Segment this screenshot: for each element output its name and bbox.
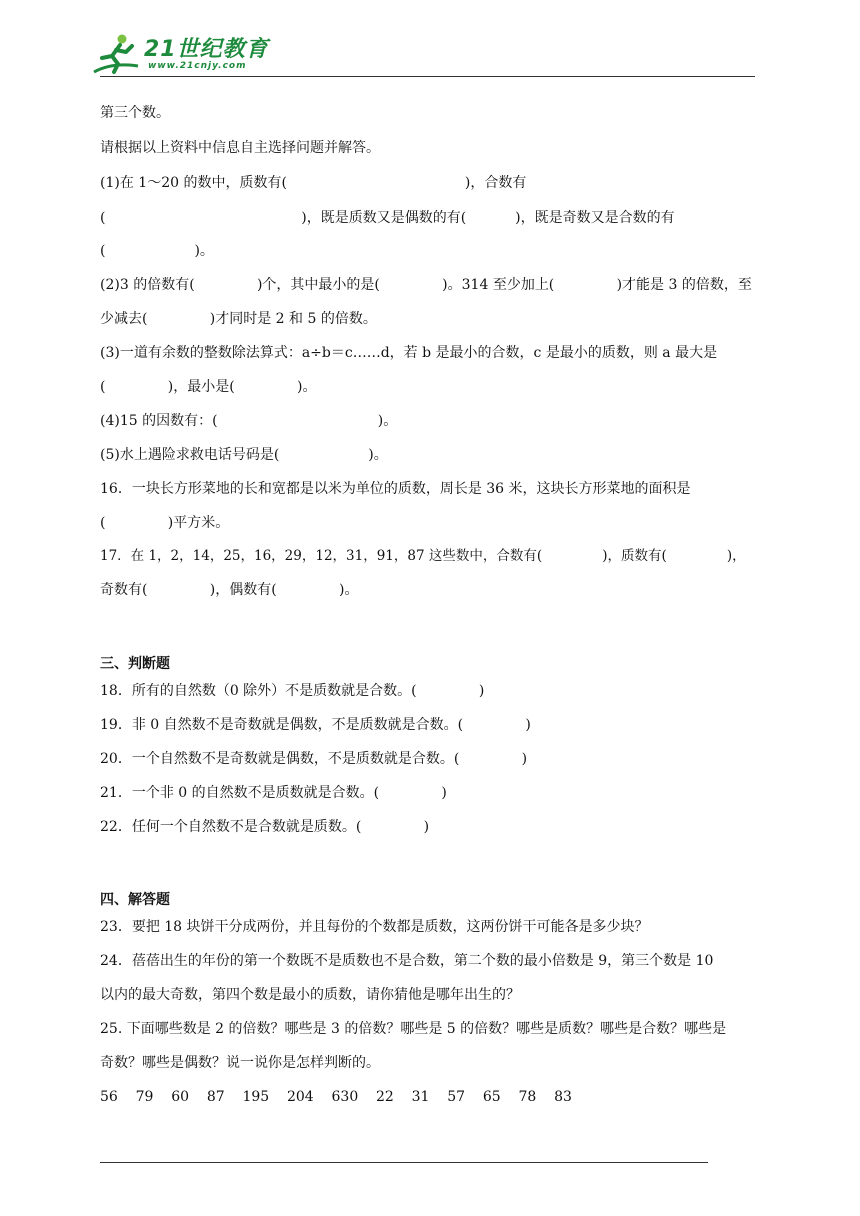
question-18-line: 18．所有的自然数（0 除外）不是质数就是合数。( ) [100,683,485,699]
question-15-2-line: (2)3 的倍数有( )个，其中最小的是( )。314 至少加上( )才能是 3 的倍数，至 [100,277,752,293]
header-divider [100,76,755,77]
question-17-line: 奇数有( )，偶数有( )。 [100,582,359,598]
question-15-1-line: ( )，既是质数又是偶数的有( )，既是奇数又是合数的有 [100,210,675,226]
section-heading-judgement: 三、判断题 [100,656,170,672]
question-15-3-line: ( )，最小是( )。 [100,379,317,395]
question-24-line: 以内的最大奇数，第四个数是最小的质数，请你猜他是哪年出生的？ [100,987,520,1003]
logo-url: www.21cnjy.com [148,61,247,71]
question-15-5-line: (5)水上遇险求救电话号码是( )。 [100,447,388,463]
question-23-line: 23．要把 18 块饼干分成两份，并且每份的个数都是质数，这两份饼干可能各是多少块？ [100,919,649,935]
question-19-line: 19．非 0 自然数不是奇数就是偶数，不是质数就是合数。( ) [100,717,531,733]
footer-divider [100,1162,708,1163]
question-21-line: 21．一个非 0 的自然数不是质数就是合数。( ) [100,785,447,801]
text-line: 请根据以上资料中信息自主选择问题并解答。 [100,140,380,156]
question-15-1-line: ( )。 [100,243,214,259]
section-heading-answers: 四、解答题 [100,892,170,908]
number-list: 56 79 60 87 195 204 630 22 31 57 65 78 83 [100,1089,572,1105]
question-22-line: 22．任何一个自然数不是合数就是质数。( ) [100,819,430,835]
question-15-1-line: (1)在 1～20 的数中，质数有( )，合数有 [100,175,527,191]
runner-logo-icon [92,32,140,76]
page-header [0,0,860,80]
logo-title: 21世纪教育 [144,37,269,62]
question-20-line: 20．一个自然数不是奇数就是偶数，不是质数就是合数。( ) [100,751,528,767]
question-25-line: 奇数？哪些是偶数？说一说你是怎样判断的。 [100,1055,380,1071]
question-15-3-line: (3)一道有余数的整数除法算式：a÷b＝c……d，若 b 是最小的合数，c 是最小的质数，则 a 最大是 [100,345,718,361]
logo [92,32,269,78]
question-15-2-line: 少减去( )才同时是 2 和 5 的倍数。 [100,311,377,327]
question-16-line: ( )平方米。 [100,515,230,531]
text-line: 第三个数。 [100,105,170,121]
question-17-line: 17．在 1，2，14，25，16，29，12，31，91，87 这些数中，合数有( )，质数有( )， [100,548,746,564]
question-16-line: 16．一块长方形菜地的长和宽都是以米为单位的质数，周长是 36 米，这块长方形菜地的面积是 [100,481,691,497]
question-25-line: 25. 下面哪些数是 2 的倍数？哪些是 3 的倍数？哪些是 5 的倍数？哪些是质数？哪些是合数？哪些是 [100,1021,727,1037]
question-24-line: 24．蓓蓓出生的年份的第一个数既不是质数也不是合数，第二个数的最小倍数是 9，第三个数是 10 [100,953,714,969]
question-15-4-line: (4)15 的因数有：( )。 [100,413,398,429]
